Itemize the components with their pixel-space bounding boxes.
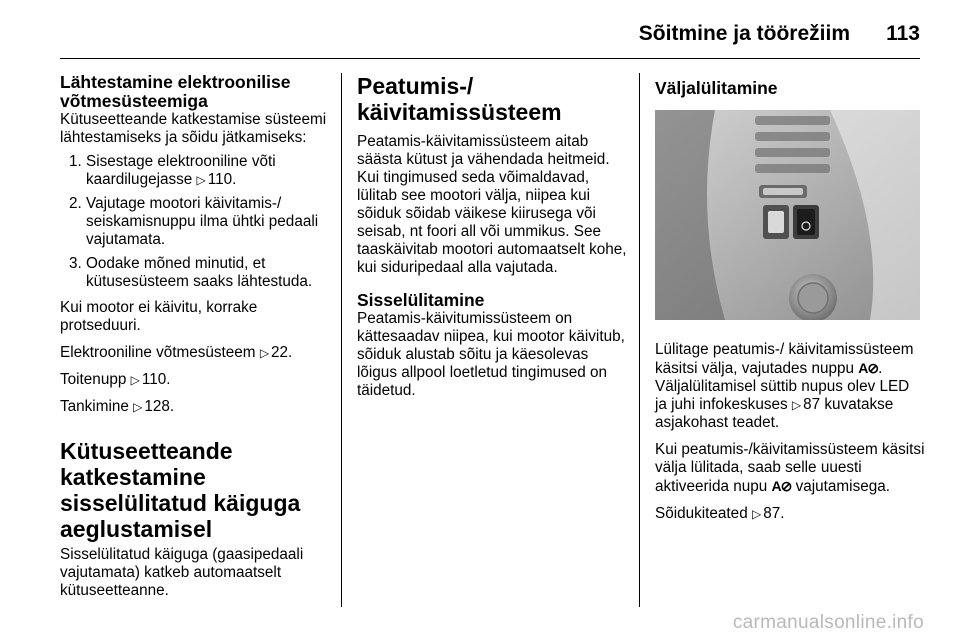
page-reference-link[interactable]: 22.: [271, 344, 293, 361]
column-right: [655, 73, 925, 532]
page-header: [60, 18, 920, 59]
step-text: Sisestage elektrooniline võti kaardilugejasse: [86, 153, 276, 188]
page-title: Sõitmine ja töörežiim: [638, 22, 850, 45]
arrow-ref-icon: ▷: [196, 173, 206, 187]
reference-line: Sõidukiteated ▷ 87.: [655, 505, 785, 522]
paragraph-stop-start: Peatamis-käivitamissüsteem aitab säästa kütust ja vähendada heitmeid. Kui tingimused seda võimaldavad, lülitab see mootori välja, niipea kui sõiduk sõidab väikese kiirusega või seisab, nt foori all või ummikus. See taaskäivitab mootori automaatselt kohe, kui siduripedaal alla vajutada.: [357, 133, 627, 276]
column-middle: [357, 73, 629, 409]
page-reference-link[interactable]: 87: [803, 396, 821, 413]
paragraph-repeat: Kui mootor ei käivitu, korrake protseduuri.: [60, 299, 258, 334]
paragraph-intro: Kütuseetteande katkestamise süsteemi lähtestamiseks ja sõidu jätkamiseks:: [60, 111, 327, 146]
heading-deactivation: Väljalülitamine: [655, 78, 778, 98]
page-reference-link[interactable]: 87.: [763, 505, 785, 522]
heading-fuel-cutoff: Kütuseetteande katkestamine sisselülitatud käiguga aeglustamisel: [60, 438, 301, 542]
arrow-ref-icon: ▷: [259, 346, 270, 360]
list-item: [60, 153, 330, 189]
column-left: [60, 73, 330, 609]
page-number: 113: [886, 22, 920, 45]
paragraph-activation: Peatamis-käivitumissüsteem on kättesaadav niipea, kui mootor käivitub, sõiduk alustab sõitu ja käesolevas lõigus allpool loetletud tingimused on täidetud.: [357, 310, 625, 399]
step-text: Vajutage mootori käivitamis-/ seiskamisnuppu ilma ühtki pedaali vajutamata.: [86, 195, 319, 248]
stop-start-button-photo: [655, 110, 920, 320]
heading-stop-start: Peatumis-/ käivitamissüsteem: [357, 73, 562, 125]
arrow-ref-icon: ▷: [133, 400, 143, 414]
page-reference-link[interactable]: 110.: [141, 371, 171, 388]
paragraph-deactivation: Lülitage peatumis-/ käivitamissüsteem käsitsi välja, vajutades nuppu A⊘. Väljalülitamisel süttib nupus olev LED ja juhi infokeskuses ▷ 87 kuvatakse asjakohast teadet.: [655, 341, 914, 431]
step-number: 3.: [69, 255, 82, 272]
step-number: 1.: [69, 153, 82, 170]
reference-line: Tankimine ▷ 128.: [60, 398, 175, 415]
heading-restart: Lähtestamine elektroonilise võtmesüsteemiga: [60, 72, 291, 111]
paragraph-reactivation: Kui peatumis-/käivitamissüsteem käsitsi välja lülitada, saab selle uuesti aktiveerida nupu A⊘ vajutamisega.: [655, 441, 925, 495]
arrow-ref-icon: ▷: [751, 507, 762, 521]
column-divider: [639, 73, 640, 607]
step-number: 2.: [69, 195, 82, 212]
paragraph-fuel-cutoff: Sisselülitatud käiguga (gaasipedaali vajutamata) katkeb automaatselt kütuseetteanne.: [60, 546, 304, 599]
heading-activation: Sisselülitamine: [357, 290, 485, 310]
list-item: [60, 195, 330, 249]
arrow-ref-icon: ▷: [130, 373, 140, 387]
stop-start-icon: A⊘: [771, 478, 792, 494]
steps-list: [60, 153, 330, 291]
page-reference-link[interactable]: 128.: [144, 398, 175, 415]
stop-start-icon: A⊘: [858, 360, 879, 376]
page-reference-link[interactable]: 110.: [207, 171, 237, 188]
step-text: Oodake mõned minutid, et kütusesüsteem saaks lähtestuda.: [86, 255, 313, 290]
arrow-ref-icon: ▷: [791, 398, 802, 412]
watermark: carmanualsonline.info: [732, 612, 924, 633]
reference-line: Toitenupp ▷ 110.: [60, 371, 171, 388]
column-divider: [341, 73, 342, 607]
reference-line: Elektrooniline võtmesüsteem ▷ 22.: [60, 344, 293, 361]
list-item: [60, 255, 330, 291]
